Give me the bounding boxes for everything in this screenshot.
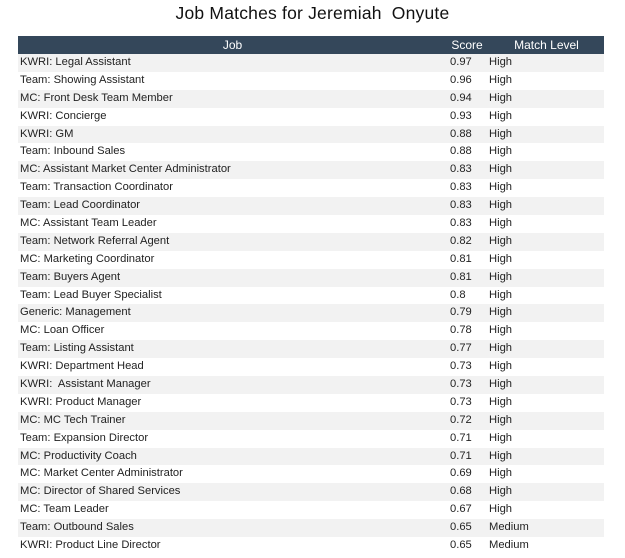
cell-match-level: High (489, 431, 513, 444)
cell-match-level: High (489, 199, 513, 212)
cell-job: MC: MC Tech Trainer (20, 413, 126, 426)
cell-match-level: High (489, 467, 513, 480)
cell-score: 0.93 (450, 109, 472, 122)
cell-score: 0.71 (450, 449, 472, 462)
cell-score: 0.8 (450, 288, 466, 301)
cell-match-level: High (489, 73, 513, 86)
table-row (18, 304, 604, 322)
cell-score: 0.88 (450, 127, 472, 140)
table-body (18, 54, 604, 555)
table-row (18, 412, 604, 430)
cell-score: 0.65 (450, 539, 472, 552)
table-row (18, 358, 604, 376)
cell-match-level: High (489, 288, 513, 301)
cell-score: 0.83 (450, 181, 472, 194)
cell-score: 0.96 (450, 73, 472, 86)
cell-match-level: High (489, 234, 513, 247)
header-job: Job (222, 38, 243, 52)
cell-job: Team: Expansion Director (20, 431, 149, 444)
cell-job: Team: Lead Buyer Specialist (20, 288, 162, 301)
cell-score: 0.82 (450, 234, 472, 247)
cell-job: MC: Productivity Coach (20, 449, 137, 462)
table-row (18, 394, 604, 412)
cell-match-level: High (489, 145, 513, 158)
table-row (18, 501, 604, 519)
cell-match-level: High (489, 252, 513, 265)
table-row (18, 430, 604, 448)
cell-score: 0.78 (450, 324, 472, 337)
cell-job: Team: Network Referral Agent (20, 234, 170, 247)
cell-score: 0.73 (450, 378, 472, 391)
cell-match-level: High (489, 91, 513, 104)
cell-job: KWRI: Product Manager (20, 395, 142, 408)
table-row (18, 233, 604, 251)
table-row (18, 537, 604, 555)
table-row (18, 269, 604, 287)
cell-match-level: High (489, 395, 513, 408)
cell-match-level: High (489, 127, 513, 140)
cell-match-level: High (489, 109, 513, 122)
cell-score: 0.97 (450, 56, 472, 68)
table-row (18, 448, 604, 466)
cell-job: Team: Lead Coordinator (20, 199, 141, 212)
cell-score: 0.65 (450, 521, 472, 534)
cell-score: 0.94 (450, 91, 472, 104)
cell-job: Generic: Management (20, 306, 131, 319)
table-row (18, 179, 604, 197)
cell-job: MC: Assistant Market Center Administrator (20, 163, 231, 176)
cell-job: Team: Transaction Coordinator (20, 181, 173, 194)
cell-job: MC: Director of Shared Services (20, 485, 181, 498)
cell-match-level: High (489, 485, 513, 498)
table-header (18, 36, 604, 54)
table-row (18, 215, 604, 233)
cell-job: MC: Assistant Team Leader (20, 217, 157, 230)
cell-score: 0.71 (450, 431, 472, 444)
cell-score: 0.88 (450, 145, 472, 158)
cell-job: MC: Loan Officer (20, 324, 105, 337)
table-row (18, 161, 604, 179)
cell-match-level: High (489, 503, 513, 516)
cell-score: 0.73 (450, 360, 472, 373)
table-row (18, 126, 604, 144)
table-row (18, 197, 604, 215)
cell-score: 0.77 (450, 342, 472, 355)
cell-job: KWRI: Department Head (20, 360, 144, 373)
cell-match-level: High (489, 324, 513, 337)
cell-match-level: High (489, 217, 513, 230)
table-row (18, 90, 604, 108)
cell-match-level: High (489, 306, 513, 319)
table-row (18, 251, 604, 269)
table-row (18, 287, 604, 305)
cell-score: 0.83 (450, 199, 472, 212)
table-row (18, 54, 604, 72)
cell-match-level: High (489, 163, 513, 176)
cell-score: 0.79 (450, 306, 472, 319)
cell-match-level: High (489, 360, 513, 373)
page-title: Job Matches for Jeremiah Onyute (175, 3, 450, 23)
cell-match-level: High (489, 413, 513, 426)
cell-job: MC: Team Leader (20, 503, 109, 516)
cell-job: KWRI: GM (20, 127, 74, 140)
table-row (18, 465, 604, 483)
cell-match-level: High (489, 378, 513, 391)
cell-job: Team: Buyers Agent (20, 270, 121, 283)
cell-match-level: Medium (489, 539, 529, 552)
header-match-level: Match Level (514, 38, 579, 52)
cell-match-level: High (489, 342, 513, 355)
cell-job: MC: Marketing Coordinator (20, 252, 155, 265)
cell-match-level: High (489, 449, 513, 462)
table-row (18, 322, 604, 340)
cell-score: 0.68 (450, 485, 472, 498)
cell-score: 0.81 (450, 270, 472, 283)
cell-job: KWRI: Assistant Manager (20, 378, 151, 391)
cell-job: Team: Showing Assistant (20, 73, 145, 86)
cell-job: Team: Outbound Sales (20, 521, 134, 534)
cell-score: 0.67 (450, 503, 472, 516)
cell-job: MC: Front Desk Team Member (20, 91, 173, 104)
cell-job: MC: Market Center Administrator (20, 467, 183, 480)
cell-job: Team: Listing Assistant (20, 342, 134, 355)
table-row (18, 483, 604, 501)
cell-job: KWRI: Concierge (20, 109, 107, 122)
table-row (18, 143, 604, 161)
cell-score: 0.81 (450, 252, 472, 265)
cell-match-level: High (489, 181, 513, 194)
table-row (18, 376, 604, 394)
cell-match-level: Medium (489, 521, 529, 534)
job-matches-table (18, 36, 604, 555)
cell-job: KWRI: Legal Assistant (20, 56, 131, 68)
table-row (18, 72, 604, 90)
cell-job: Team: Inbound Sales (20, 145, 126, 158)
cell-score: 0.69 (450, 467, 472, 480)
cell-match-level: High (489, 270, 513, 283)
table-row (18, 108, 604, 126)
cell-score: 0.83 (450, 163, 472, 176)
table-row (18, 519, 604, 537)
cell-score: 0.83 (450, 217, 472, 230)
cell-job: KWRI: Product Line Director (20, 539, 161, 552)
table-row (18, 340, 604, 358)
cell-score: 0.72 (450, 413, 472, 426)
header-score: Score (451, 38, 483, 52)
cell-match-level: High (489, 56, 513, 68)
cell-score: 0.73 (450, 395, 472, 408)
